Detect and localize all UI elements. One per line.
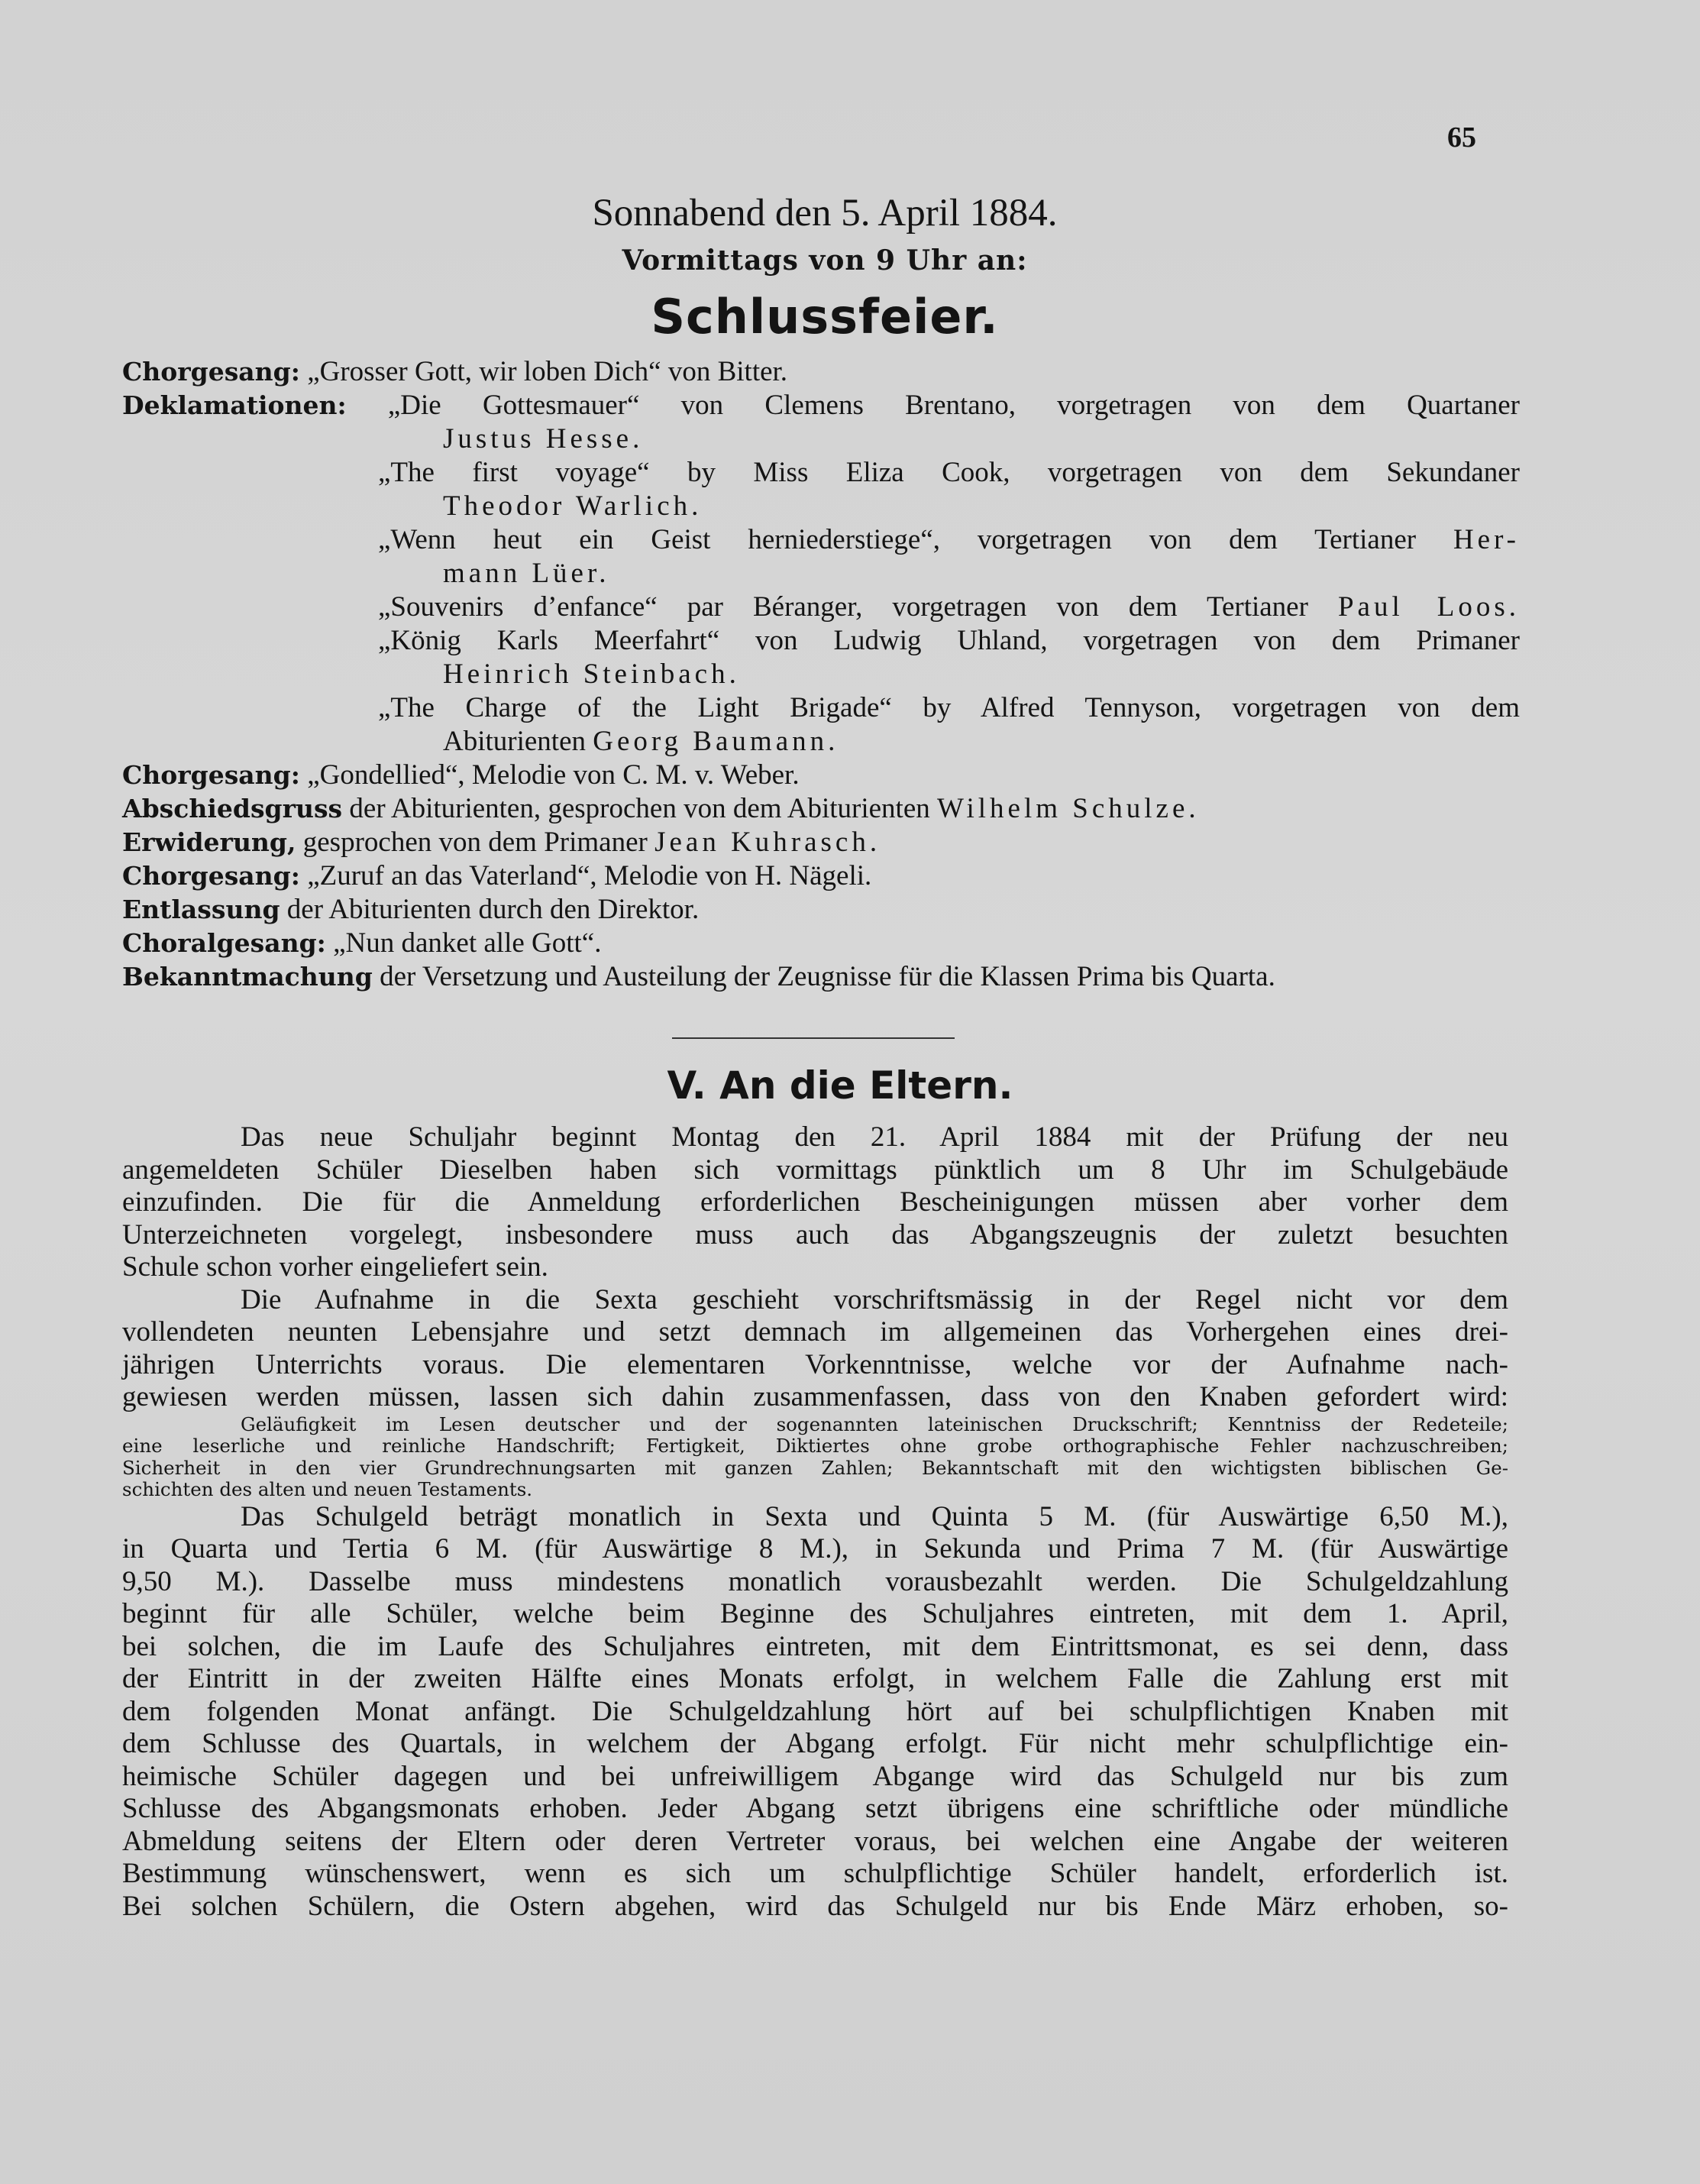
text-line: vollendeten neunten Lebensjahre und setzt demnach im allgemeinen das Vorhergehen eines drei- xyxy=(122,1316,1508,1348)
program-text: der Versetzung und Austeilung der Zeugnisse für die Klassen Prima bis Quarta. xyxy=(372,961,1275,992)
small-print-line: schichten des alten und neuen Testaments. xyxy=(122,1478,533,1500)
text-line: angemeldeten Schüler Dieselben haben sich vormittags pünktlich um 8 Uhr im Schulgebäude xyxy=(122,1153,1508,1186)
program-text: „Die Gottesmauer“ von Clemens Brentano, vorgetragen von dem Quartaner xyxy=(346,390,1520,421)
section-heading: V. An die Eltern. xyxy=(667,1063,1013,1108)
text-line: der Eintritt in der zweiten Hälfte eines Monats erfolgt, in welchem Falle die Zahlung erst mit xyxy=(122,1663,1508,1694)
program-item xyxy=(122,624,1520,658)
time-heading: Vormittags von 9 Uhr an: xyxy=(622,244,1028,277)
program-item xyxy=(122,590,1520,624)
program-text: „Zuruf an das Vaterland“, Melodie von H. Nägeli. xyxy=(299,860,872,891)
program-text: „König Karls Meerfahrt“ von Ludwig Uhland, vorgetragen von dem Primaner xyxy=(378,625,1520,656)
program-text: „The first voyage“ by Miss Eliza Cook, vorgetragen von dem Sekundaner xyxy=(378,457,1520,488)
text-line: Bestimmung wünschenswert, wenn es sich um schulpflichtige Schüler handelt, erforderlich ist. xyxy=(122,1858,1508,1889)
program-text: „The Charge of the Light Brigade“ by Alfred Tennyson, vorgetragen von dem xyxy=(378,692,1520,723)
performer-name: Georg Baumann. xyxy=(593,726,839,757)
program-text: der Abiturienten, gesprochen von dem Abiturienten xyxy=(342,793,938,824)
text-line: dem Schlusse des Quartals, in welchem der Abgang erfolgt. Für nicht mehr schulpflichtige ein- xyxy=(122,1728,1508,1759)
program-label: Erwiderung, xyxy=(122,827,296,857)
program-text: „Grosser Gott, wir loben Dich“ von Bitter. xyxy=(299,356,788,387)
program-label: Deklamationen: xyxy=(122,390,347,420)
program-item xyxy=(122,927,1520,960)
program-label: Abschiedsgruss xyxy=(122,794,343,823)
program-text: „Souvenirs d’enfance“ par Béranger, vorgetragen von dem Tertianer xyxy=(378,591,1338,623)
performer-name: Heinrich Steinbach. xyxy=(443,658,740,690)
performer-name: Paul Loos. xyxy=(1337,591,1520,623)
program-item xyxy=(122,725,1520,759)
performer-name: Theodor Warlich. xyxy=(443,490,703,522)
program-list xyxy=(122,355,1520,994)
program-text: „Nun danket alle Gott“. xyxy=(325,927,602,959)
text-line: bei solchen, die im Laufe des Schuljahres eintreten, mit dem Eintrittsmonat, es sei denn, dass xyxy=(122,1630,1508,1662)
text-line: heimische Schüler dagegen und bei unfreiwilligem Abgange wird das Schulgeld nur bis zum xyxy=(122,1760,1508,1792)
section-body xyxy=(122,1121,1508,1923)
program-item xyxy=(122,557,1520,590)
program-item xyxy=(122,859,1520,893)
program-text: gesprochen von dem Primaner xyxy=(296,827,655,858)
program-label: Choralgesang: xyxy=(122,928,326,958)
program-item xyxy=(122,792,1520,826)
small-print-line: eine leserliche und reinliche Handschrift; Fertigkeit, Diktiertes ohne grobe orthographische Fehler nachzuschreiben; xyxy=(122,1435,1508,1457)
text-line: Die Aufnahme in die Sexta geschieht vorschriftsmässig in der Regel nicht vor dem xyxy=(241,1283,1508,1315)
text-line: Bei solchen Schülern, die Ostern abgehen, wird das Schulgeld nur bis Ende März erhoben, so- xyxy=(122,1890,1508,1922)
program-item xyxy=(122,456,1520,490)
page-number: 65 xyxy=(1447,121,1476,154)
program-item xyxy=(122,893,1520,927)
program-label: Entlassung xyxy=(122,895,280,924)
text-line: einzufinden. Die für die Anmeldung erforderlichen Bescheinigungen müssen aber vorher dem xyxy=(122,1186,1508,1218)
text-line: dem folgenden Monat anfängt. Die Schulgeldzahlung hört auf bei schulpflichtigen Knaben mit xyxy=(122,1695,1508,1727)
program-item xyxy=(122,490,1520,523)
small-print-line: Geläufigkeit im Lesen deutscher und der sogenannten lateinischen Druckschrift; Kenntniss der Redeteile; xyxy=(241,1412,1508,1435)
program-item xyxy=(122,658,1520,691)
text-line: Schlusse des Abgangsmonats erhoben. Jeder Abgang setzt übrigens eine schriftliche oder mündliche xyxy=(122,1793,1508,1824)
title-heading: Schlussfeier. xyxy=(651,289,999,345)
performer-name: mann Lüer. xyxy=(443,558,610,589)
text-line: Das Schulgeld beträgt monatlich in Sexta und Quinta 5 M. (für Auswärtige 6,50 M.), xyxy=(241,1500,1508,1532)
text-line: gewiesen werden müssen, lassen sich dahin zusammenfassen, dass von den Knaben gefordert wird: xyxy=(122,1381,1508,1412)
program-item xyxy=(122,523,1520,557)
text-line: Abmeldung seitens der Eltern oder deren Vertreter voraus, bei welchen eine Angabe der weiteren xyxy=(122,1825,1508,1857)
performer-name: Wilhelm Schulze. xyxy=(937,793,1200,824)
text-line: beginnt für alle Schüler, welche beim Beginne des Schuljahres eintreten, mit dem 1. April, xyxy=(122,1598,1508,1629)
program-item xyxy=(122,389,1520,422)
performer-name: Her- xyxy=(1453,524,1520,555)
program-label: Chorgesang: xyxy=(122,357,300,387)
program-item xyxy=(122,826,1520,859)
program-item xyxy=(122,355,1520,389)
program-label: Chorgesang: xyxy=(122,861,300,891)
program-label: Chorgesang: xyxy=(122,760,300,790)
program-item xyxy=(122,691,1520,725)
text-line: jährigen Unterrichts voraus. Die elementaren Vorkenntnisse, welche vor der Aufnahme nach- xyxy=(122,1348,1508,1380)
program-text: „Gondellied“, Melodie von C. M. v. Weber. xyxy=(299,759,800,791)
program-item xyxy=(122,960,1520,994)
program-text: „Wenn heut ein Geist herniederstiege“, vorgetragen von dem Tertianer xyxy=(378,524,1453,555)
program-item xyxy=(122,759,1520,792)
date-heading: Sonnabend den 5. April 1884. xyxy=(592,192,1058,235)
text-line: Unterzeichneten vorgelegt, insbesondere muss auch das Abgangszeugnis der zuletzt besuchten xyxy=(122,1218,1508,1251)
small-print-line: Sicherheit in den vier Grundrechnungsarten mit ganzen Zahlen; Bekanntschaft mit den wichtigsten biblischen Ge- xyxy=(122,1456,1508,1479)
text-line: Schule schon vorher eingeliefert sein. xyxy=(122,1251,548,1283)
program-label: Bekanntmachung xyxy=(122,962,373,992)
program-item xyxy=(122,422,1520,456)
performer-name: Jean Kuhrasch. xyxy=(654,827,881,858)
text-line: 9,50 M.). Dasselbe muss mindestens monatlich vorausbezahlt werden. Die Schulgeldzahlung xyxy=(122,1565,1508,1597)
performer-name: Justus Hesse. xyxy=(443,423,644,455)
program-text: der Abiturienten durch den Direktor. xyxy=(280,894,700,925)
text-line: in Quarta und Tertia 6 M. (für Auswärtige 8 M.), in Sekunda und Prima 7 M. (für Auswärtige xyxy=(122,1533,1508,1564)
program-text: Abiturienten xyxy=(443,726,593,757)
text-line: Das neue Schuljahr beginnt Montag den 21. April 1884 mit der Prüfung der neu xyxy=(241,1121,1508,1153)
section-divider xyxy=(672,1037,955,1039)
